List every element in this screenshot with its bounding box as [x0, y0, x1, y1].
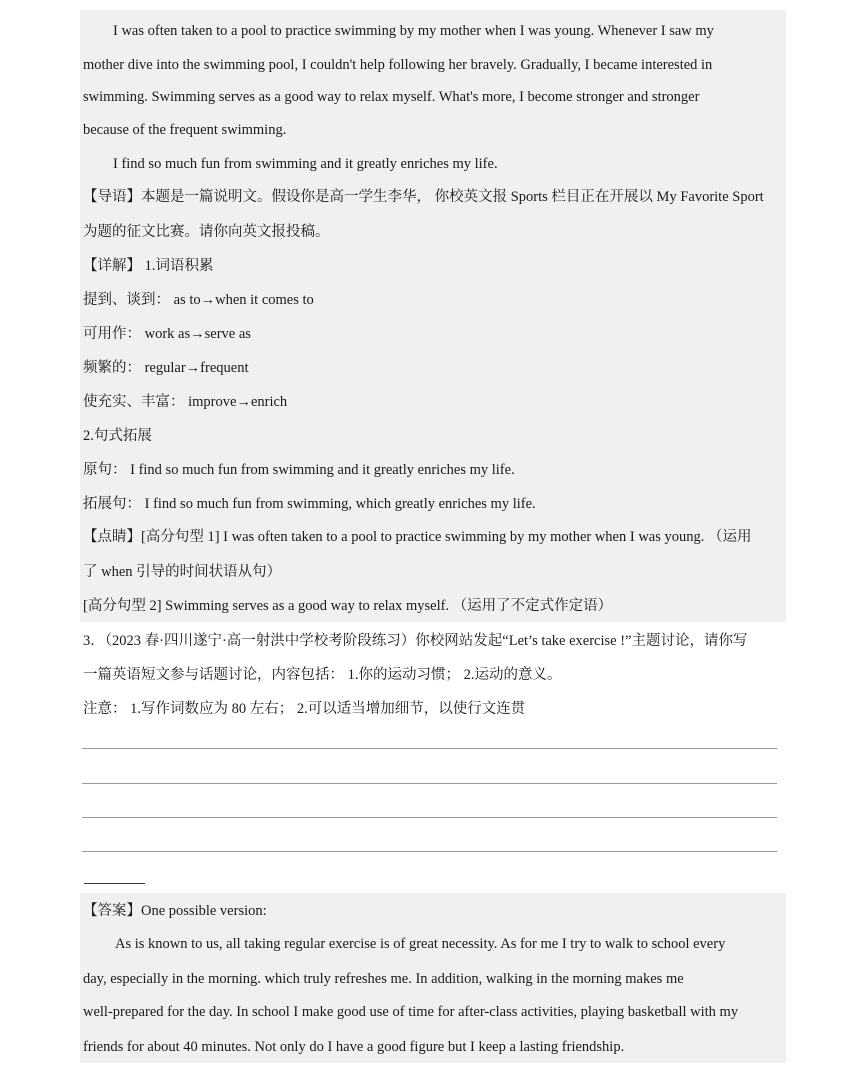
writing-line [82, 851, 777, 852]
writing-line [82, 748, 777, 749]
guide-line: 为题的征文比赛。请你向英文报投稿。 [83, 224, 330, 240]
expanded-sentence: 拓展句： I find so much fun from swimming, which greatly enriches my life. [83, 496, 536, 512]
vocab-item: 使充实、丰富： improve→enrich [83, 394, 288, 410]
answer-line: well-prepared for the day. In school I make good use of time for after-class activities, playing basketball with my [83, 1004, 739, 1020]
essay-line: mother dive into the swimming pool, I couldn't help following her bravely. Gradually, I became interested in [83, 57, 713, 73]
highlight-line: [高分句型 2] Swimming serves as a good way to relax myself. （运用了不定式作定语） [83, 598, 613, 614]
highlight-line: 了 when 引导的时间状语从句） [83, 564, 282, 580]
original-sentence: 原句： I find so much fun from swimming and it greatly enriches my life. [83, 462, 515, 478]
essay-line: because of the frequent swimming. [83, 122, 287, 138]
vocab-item: 可用作： work as→serve as [83, 326, 251, 342]
writing-line [82, 783, 777, 784]
writing-line [82, 817, 777, 818]
answer-header: 【答案】One possible version: [83, 903, 267, 919]
section-heading: 2.句式拓展 [83, 428, 152, 444]
essay-line: I was often taken to a pool to practice swimming by my mother when I was young. Whenever I saw my [113, 23, 714, 39]
question-line: 一篇英语短文参与话题讨论，内容包括： 1.你的运动习惯； 2.运动的意义。 [83, 667, 562, 683]
guide-line: 【导语】本题是一篇说明文。假设你是高一学生李华， 你校英文报 Sports 栏目正在开展以 My Favorite Sport [83, 189, 764, 205]
explain-header: 【详解】 1.词语积累 [83, 258, 214, 274]
answer-line: day, especially in the morning. which truly refreshes me. In addition, walking in the morning makes me [83, 971, 684, 987]
essay-line: I find so much fun from swimming and it greatly enriches my life. [113, 156, 498, 172]
writing-line-end [84, 883, 145, 884]
question-line: 注意： 1.写作词数应为 80 左右； 2.可以适当增加细节，以使行文连贯 [83, 701, 526, 717]
question-line: 3．（2023 春·四川遂宁·高一射洪中学校考阶段练习）你校网站发起“Let’s take exercise !”主题讨论，请你写 [83, 633, 748, 649]
vocab-item: 频繁的： regular→frequent [83, 360, 249, 376]
answer-line: friends for about 40 minutes. Not only do I have a good figure but I keep a lasting friendship. [83, 1039, 625, 1055]
highlight-line: 【点睛】[高分句型 1] I was often taken to a pool to practice swimming by my mother when I was young. （运用 [83, 529, 752, 545]
essay-line: swimming. Swimming serves as a good way to relax myself. What's more, I become stronger and stronger [83, 89, 700, 105]
answer-line: As is known to us, all taking regular exercise is of great necessity. As for me I try to walk to school every [115, 936, 726, 952]
vocab-item: 提到、谈到： as to→when it comes to [83, 292, 314, 308]
